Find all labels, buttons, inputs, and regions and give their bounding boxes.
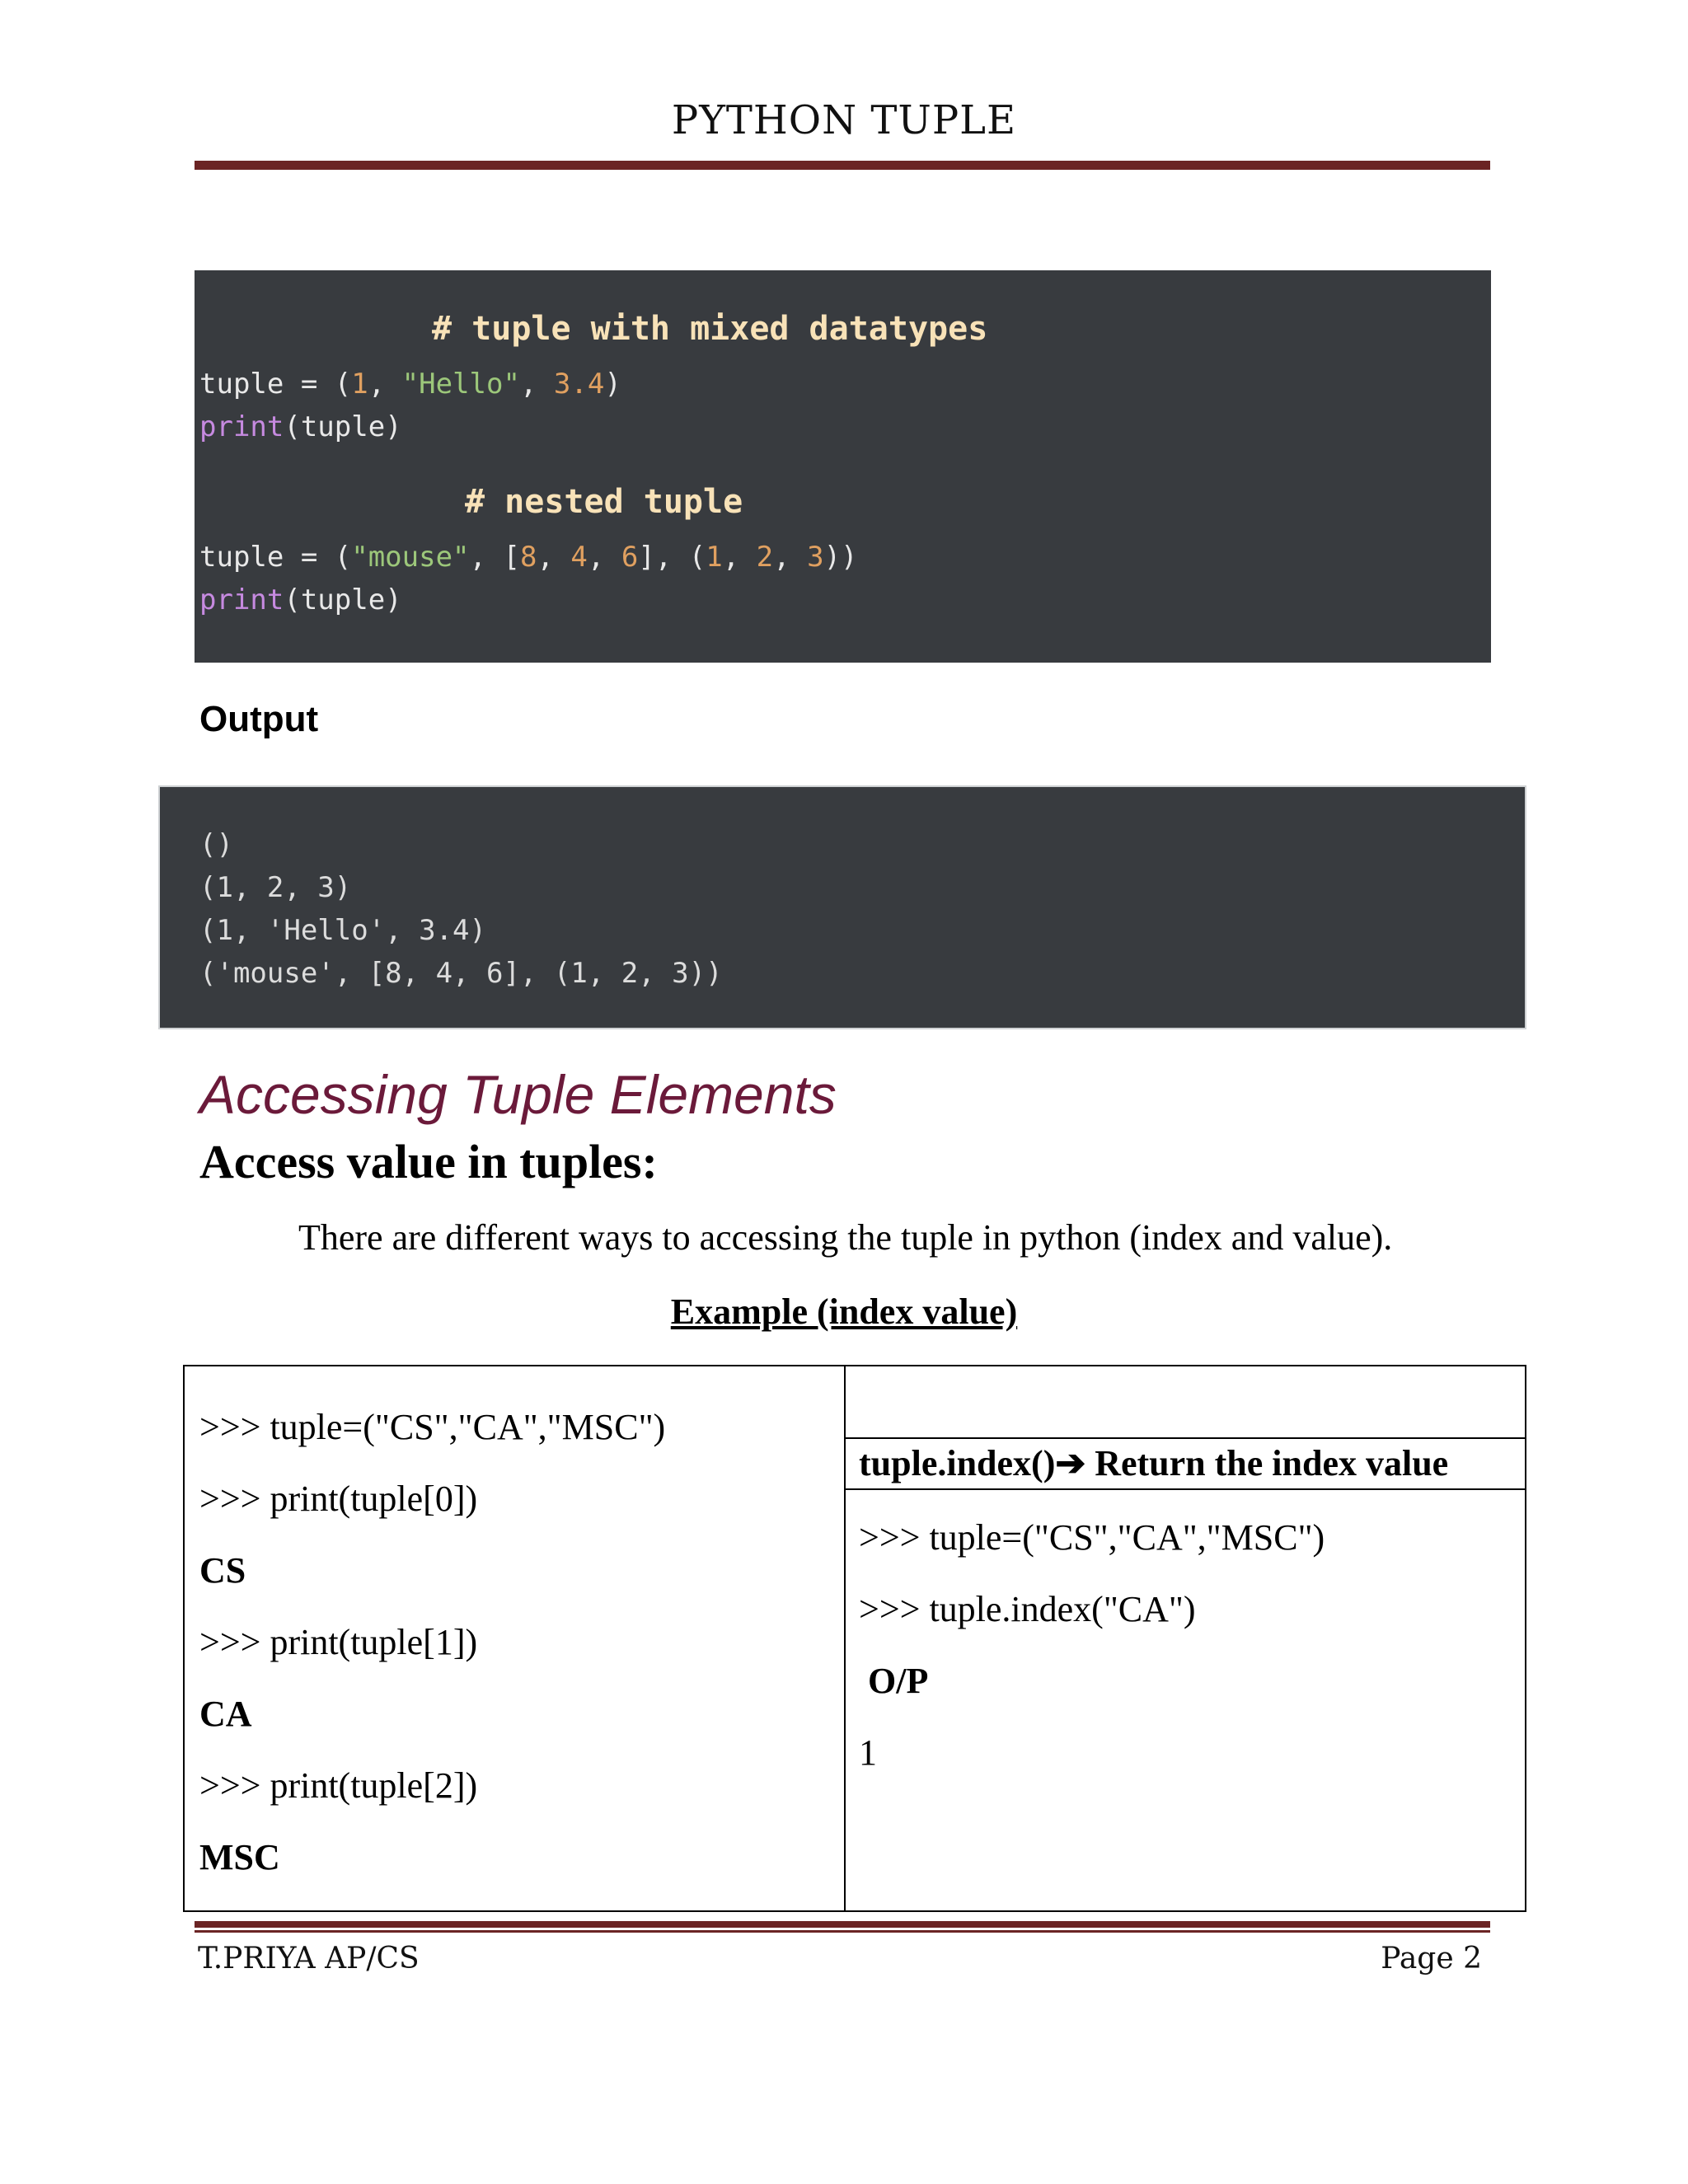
code-comment: # nested tuple	[465, 483, 743, 521]
code-line: print(tuple)	[199, 410, 402, 443]
page-header-title: PYTHON TUPLE	[671, 97, 1017, 143]
example-table	[183, 1365, 1526, 1912]
table-cell-line: >>> print(tuple[1])	[199, 1622, 478, 1662]
table-cell-line: CA	[199, 1694, 252, 1734]
footer-page-number: Page 2	[1381, 1942, 1482, 1975]
code-line: tuple = (1, "Hello", 3.4)	[199, 368, 621, 401]
code-line: tuple = ("mouse", [8, 4, 6], (1, 2, 3))	[199, 541, 858, 574]
table-rule	[846, 1437, 1525, 1439]
code-comment: # tuple with mixed datatypes	[432, 310, 988, 348]
table-cell-line: >>> print(tuple[2])	[199, 1765, 478, 1806]
table-cell-line: O/P	[859, 1661, 929, 1701]
table-divider	[844, 1366, 846, 1910]
output-label: Output	[199, 699, 319, 739]
output-block	[158, 785, 1526, 1029]
footer-author: T.PRIYA AP/CS	[198, 1942, 420, 1975]
section-title: Accessing Tuple Elements	[199, 1064, 837, 1125]
table-rule	[846, 1488, 1525, 1490]
table-cell-line: >>> tuple=("CS","CA","MSC")	[859, 1517, 1325, 1558]
output-line: (1, 'Hello', 3.4)	[199, 914, 486, 947]
header-rule	[195, 161, 1490, 172]
table-heading: tuple.index()➔ Return the index value	[859, 1443, 1449, 1483]
output-line: ()	[199, 828, 233, 861]
table-cell-line: CS	[199, 1550, 246, 1591]
body-paragraph: There are different ways to accessing the tuple in python (index and value).	[298, 1217, 1393, 1258]
table-cell-line: 1	[859, 1732, 877, 1773]
output-line: (1, 2, 3)	[199, 871, 352, 904]
table-cell-line: >>> tuple=("CS","CA","MSC")	[199, 1407, 666, 1447]
table-cell-line: >>> tuple.index("CA")	[859, 1589, 1196, 1629]
section-subtitle: Access value in tuples:	[199, 1135, 658, 1188]
example-label: Example (index value)	[670, 1291, 1018, 1332]
output-line: ('mouse', [8, 4, 6], (1, 2, 3))	[199, 957, 723, 990]
table-cell-line: MSC	[199, 1837, 280, 1877]
code-block	[195, 270, 1491, 663]
code-line: print(tuple)	[199, 583, 402, 616]
table-cell-line: >>> print(tuple[0])	[199, 1479, 478, 1519]
footer-rule	[195, 1921, 1490, 1933]
